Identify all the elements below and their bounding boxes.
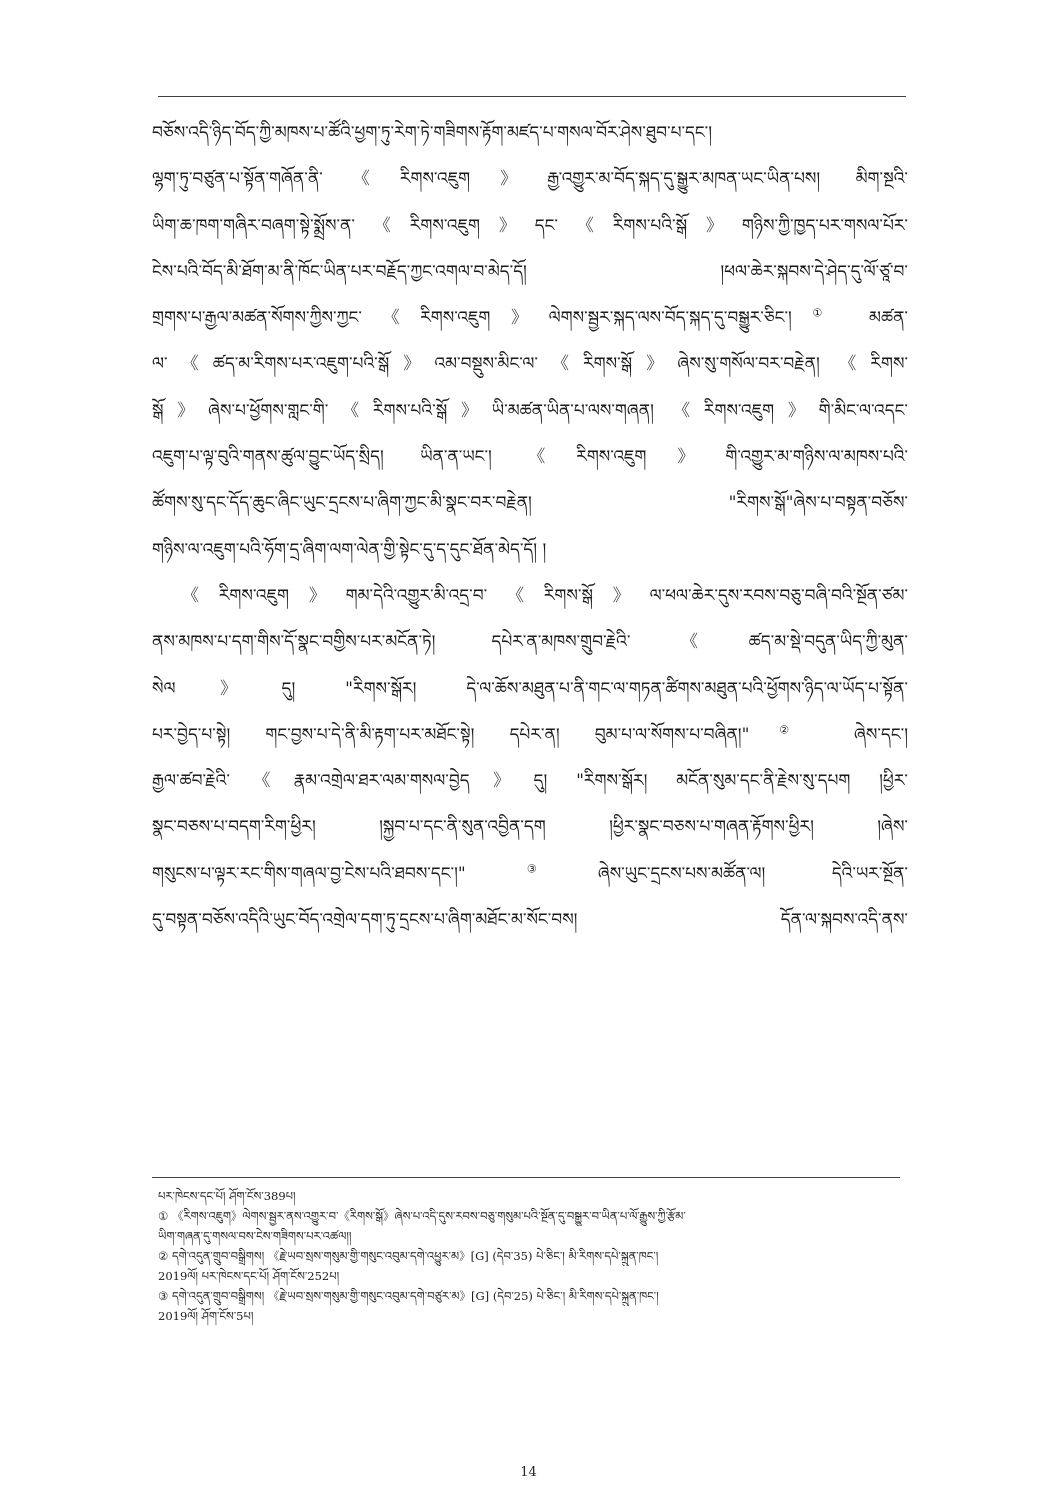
footnote-ref[interactable]: ② [749, 723, 819, 737]
text-line: གཉིས་ལ་འཇུག་པའི་ཧོག་དྲ་ཞིག་ལག་ལེན་གྱི་སྟེང་དུ་ད་དུང་ཐོན་མེད་དོ། ། [152, 539, 547, 560]
footnote-ref-1[interactable]: ① [791, 306, 843, 320]
text-line: ནས་མཁས་པ་དག་གིས་དོ་སྣང་བགྱིས་པར་མངོན་ཏེ། དཔེར་ན་མཁས་གྲུབ་རྗེའི་《ཚད་མ་སྡེ་བདུན་ཡིད་ཀྱི་མུན་ [152, 632, 908, 653]
text-line: དུ་བསྟན་བཅོས་འདིའི་ཡུང་བོད་འགྲེལ་དག་ཏུ་དྲངས་པ་ཞིག་མཐོང་མ་སོང་བས། དོན་ལ་སྐབས་འདི་ནས་ [152, 910, 908, 931]
text-line: སྣང་བཅས་པ་བདག་རིག་ཕྱིར། །སྐྱབ་པ་དང་ནི་སུན་འབྱིན་དག །ཕྱིར་སྣང་བཅས་པ་གཞན་རྟོགས་ཕྱིར། །ཞེས་ [152, 817, 908, 838]
footnotes [158, 1186, 903, 1326]
header-rule [158, 96, 906, 97]
text-line: ལྷག་ཏུ་བཙུན་པ་སྟོན་གཞོན་ནི་《རིགས་འཇུག》རྒྱ་འགྱུར་མ་བོད་སྐད་དུ་སྒྱུར་མཁན་ཡང་ཡིན་པས། མིག་སྔའི་ [152, 169, 908, 190]
text-line: པར་བྱེད་པ་སྟེ། གང་བྱས་པ་དེ་ནི་མི་རྟག་པར་མཐོང་སྟེ། དཔེར་ན། བུམ་པ་ལ་སོགས་པ་བཞིན།"② ཞེས་དང་། [152, 723, 908, 745]
main-text [152, 110, 908, 943]
text-line: ལ་《ཚད་མ་རིགས་པར་འཇུག་པའི་སྒོ》འམ་བསྡུས་མིང་ལ་《རིགས་སྒོ》ཞེས་སུ་གསོལ་བར་བརྗེན། 《རིགས་ [152, 354, 908, 375]
footnote-line: 2019ལོ། ཤོག་ངོས་5པ། [158, 1309, 254, 1323]
footnote-line: ཡིག་གཞན་དུ་གསལ་བས་ངེས་གཟིགས་པར་འཚལ།། [158, 1229, 352, 1243]
text-line: འཇུག་པ་ལྟ་བུའི་གནས་ཚུལ་བྱུང་ཡོད་སྲིད། ཡིན་ན་ཡང་། 《རིགས་འཇུག》གི་འགྱུར་མ་གཉིས་ལ་མཁས་པའི་ [152, 447, 908, 468]
text-line: སེལ》དུ། "རིགས་སྒོར། དེ་ལ་ཆོས་མཐུན་པ་ནི་གང་ལ་གཏན་ཚིགས་མཐུན་པའི་ཕྱོགས་ཉིད་ལ་ཡོད་པ་སྟོན་ [152, 678, 908, 699]
text-line-with-ref: གྲགས་པ་རྒྱལ་མཚན་སོགས་ཀྱིས་ཀྱང་《རིགས་འཇུག》ལེགས་སྦྱར་སྐད་ལས་བོད་སྐད་དུ་བསྒྱུར་ཅིང་།① མཚན་ [152, 306, 908, 329]
text-line: བཅོས་འདི་ཉིད་བོད་ཀྱི་མཁས་པ་ཚོའི་ཕྱག་ཏུ་རེག་ཏེ་གཟིགས་རྟོག་མཛད་པ་གསལ་བོར་ཤེས་ཐུབ་པ་དང་། [152, 123, 713, 143]
footnote-line: པར་ཁེངས་དང་པོ། ཤོག་ངོས་389པ། [158, 1189, 296, 1203]
paragraph-2 [152, 573, 908, 943]
text-line: གསུངས་པ་ལྟར་རང་གིས་གཞལ་བྱ་ངེས་པའི་ཐབས་དང་།"③ཞེས་ཡུང་དྲངས་པས་མཚོན་ལ། དེའི་ཡར་སྔོན་ [152, 862, 908, 884]
text-line: རྒྱལ་ཚབ་རྗེའི་《རྣམ་འགྲེལ་ཐར་ལམ་གསལ་བྱེད》དུ། "རིགས་སྒོར། མངོན་སུམ་དང་ནི་རྗེས་སུ་དཔག །ཕྱིར་ [152, 771, 908, 792]
footnote-ref[interactable]: ③ [465, 862, 598, 876]
text-line: ཚོགས་སུ་དང་དོད་ཆུང་ཞིང་ཡུང་དྲངས་པ་ཞིག་ཀྱང་མི་སྣང་བར་བརྗེན། "རིགས་སྒོ"ཞེས་པ་བསྟན་བཅོས་ [152, 493, 908, 514]
text-line: ཡིག་ཆ་ཁག་གཞིར་བཞག་སྟེ་སྨྲོས་ན་《རིགས་འཇུག》དང་《རིགས་པའི་སྒོ》གཉིས་ཀྱི་ཁྱད་པར་གསལ་པོར་ [152, 215, 908, 236]
text-line: 《རིགས་འཇུག》གམ་དེའི་འགྱུར་མི་འདྲ་བ་《རིགས་སྒོ》ལ་ཕལ་ཆེར་དུས་རབས་བཅུ་བཞི་བའི་སྔོན་ཙམ་ [182, 585, 908, 606]
text-line: ངེས་པའི་བོད་མི་ཐོག་མ་ནི་ཁོང་ཡིན་པར་བརྗོད་ཀྱང་འགལ་བ་མེད་དོ། །ཕལ་ཆེར་སྐབས་དེ་ཤེད་དུ་ལོ་ཙཱ་བ་ [152, 261, 908, 282]
text-line: སྒོ》ཞེས་པ་ཕྱོགས་གླང་གི་《རིགས་པའི་སྒོ》ཡི་མཚན་ཡིན་པ་ལས་གཞན། 《རིགས་འཇུག》གི་མིང་ལ་འདང་ [152, 400, 908, 421]
footnote-1: ① 《རིགས་འཇུག》ལེགས་སྦྱར་ནས་འགྱུར་བ་《རིགས་སྒོ》ཞེས་པ་འདི་དུས་རབས་བཅུ་གསུམ་པའི་སྔོན་དུ་བསྒྱུར་བ་ཡིན་པ་ལོ་རྒྱུས་ཀྱི་རྩོམ་ [158, 1209, 686, 1223]
text-segment: གྲགས་པ་རྒྱལ་མཚན་སོགས་ཀྱིས་ཀྱང་《རིགས་འཇུག》ལེགས་སྦྱར་སྐད་ལས་བོད་སྐད་དུ་བསྒྱུར་ཅིང་། [152, 308, 792, 329]
footnote-2: ② དགེ་འདུན་གྲུབ་བསྒྲིགས། 《རྗེ་ཡབ་སྲས་གསུམ་གྱི་གསུང་འབུམ་དགེ་འཕྱུར་མ》[G] (དེབ་35) པེ་ཅིང་། མི་རིགས་དཔེ་སྐྲུན་ཁང་། [158, 1249, 659, 1263]
footnote-rule [152, 1177, 900, 1178]
footnote-line: 2019ལོ། པར་ཁེངས་དང་པོ། ཤོག་ངོས་252པ། [158, 1269, 340, 1283]
paragraph-1 [152, 110, 908, 573]
footnote-3: ③ དགེ་འདུན་གྲུབ་བསྒྲིགས། 《རྗེ་ཡབ་སྲས་གསུམ་གྱི་གསུང་འབུམ་དགེ་བཙུར་མ》[G] (དེབ་25) པེ་ཅིང་། མི་རིགས་དཔེ་སྐྲུན་ཁང་། [158, 1289, 659, 1303]
page-number: 14 [520, 1465, 537, 1480]
